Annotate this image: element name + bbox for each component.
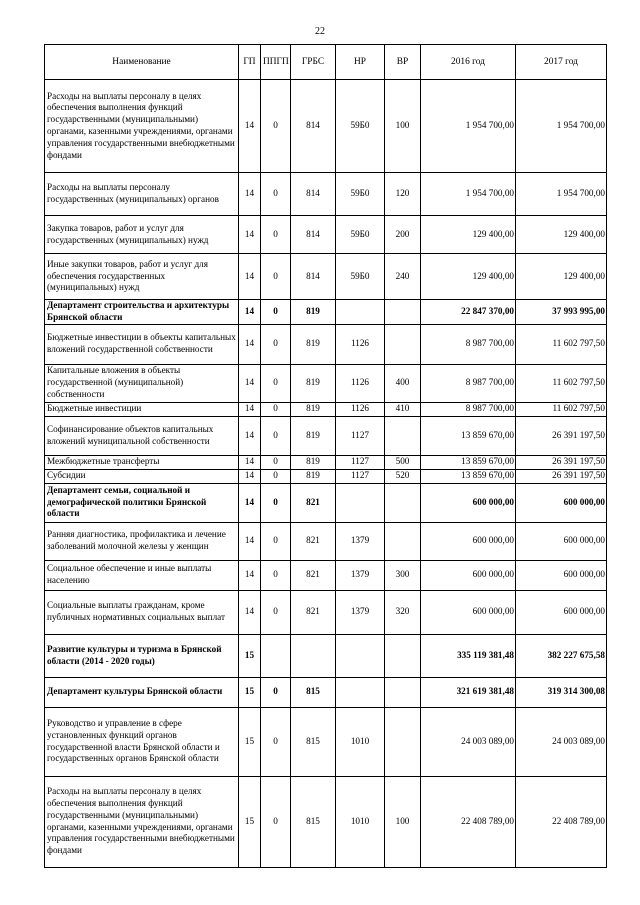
cell-gp: 15 <box>239 677 261 707</box>
cell-nr: 1126 <box>336 324 385 364</box>
cell-name: Социальные выплаты гражданам, кроме публичных нормативных социальных выплат <box>45 590 239 634</box>
cell-grbs: 814 <box>291 254 336 300</box>
cell-2017: 319 314 300,08 <box>516 677 607 707</box>
cell-ppgp: 0 <box>261 522 291 560</box>
table-row <box>45 173 607 216</box>
cell-vr: 300 <box>385 560 421 590</box>
cell-name: Руководство и управление в сфере установленных функций органов государственной власти Брянской области и государственных органов Брянской области <box>45 707 239 776</box>
cell-gp: 14 <box>239 483 261 522</box>
budget-table <box>44 44 607 868</box>
cell-vr <box>385 522 421 560</box>
cell-name: Ранняя диагностика, профилактика и лечение заболеваний молочной железы у женщин <box>45 522 239 560</box>
cell-gp: 15 <box>239 634 261 677</box>
cell-nr: 59Б0 <box>336 216 385 254</box>
cell-2017: 24 003 089,00 <box>516 707 607 776</box>
header-ppgp: ППГП <box>261 45 291 80</box>
cell-grbs: 821 <box>291 483 336 522</box>
cell-nr: 1379 <box>336 560 385 590</box>
cell-2016: 8 987 700,00 <box>421 324 516 364</box>
cell-gp: 14 <box>239 254 261 300</box>
cell-2017: 11 602 797,50 <box>516 324 607 364</box>
cell-ppgp: 0 <box>261 455 291 469</box>
table-row <box>45 254 607 300</box>
cell-2017: 129 400,00 <box>516 254 607 300</box>
cell-nr: 1127 <box>336 416 385 455</box>
cell-name: Софинансирование объектов капитальных вложений муниципальной собственности <box>45 416 239 455</box>
cell-2016: 22 408 789,00 <box>421 776 516 867</box>
cell-2017: 22 408 789,00 <box>516 776 607 867</box>
cell-ppgp: 0 <box>261 364 291 402</box>
cell-gp: 14 <box>239 80 261 173</box>
cell-2017: 26 391 197,50 <box>516 416 607 455</box>
cell-grbs: 814 <box>291 80 336 173</box>
cell-vr: 520 <box>385 469 421 483</box>
cell-nr: 1126 <box>336 402 385 416</box>
cell-nr: 1379 <box>336 590 385 634</box>
cell-2016: 24 003 089,00 <box>421 707 516 776</box>
cell-name: Расходы на выплаты персоналу в целях обеспечения выполнения функций государственными (муниципальными) органами, казенными учреждениями, органами управления государственными внебюджетными фондами <box>45 80 239 173</box>
cell-nr: 1010 <box>336 707 385 776</box>
cell-gp: 14 <box>239 560 261 590</box>
cell-grbs: 819 <box>291 300 336 325</box>
cell-name: Субсидии <box>45 469 239 483</box>
cell-grbs: 814 <box>291 216 336 254</box>
cell-vr: 200 <box>385 216 421 254</box>
table-row <box>45 402 607 416</box>
cell-grbs: 821 <box>291 560 336 590</box>
table-row <box>45 590 607 634</box>
cell-nr: 59Б0 <box>336 254 385 300</box>
cell-grbs: 819 <box>291 416 336 455</box>
page-number: 22 <box>315 26 325 37</box>
header-gp: ГП <box>239 45 261 80</box>
header-2017: 2017 год <box>516 45 607 80</box>
header-nr: НР <box>336 45 385 80</box>
header-row <box>45 45 607 80</box>
cell-nr <box>336 300 385 325</box>
cell-2016: 8 987 700,00 <box>421 402 516 416</box>
cell-vr <box>385 707 421 776</box>
cell-vr <box>385 300 421 325</box>
cell-2017: 37 993 995,00 <box>516 300 607 325</box>
cell-name: Капитальные вложения в объекты государственной (муниципальной) собственности <box>45 364 239 402</box>
cell-2016: 129 400,00 <box>421 254 516 300</box>
cell-name: Бюджетные инвестиции в объекты капитальных вложений государственной собственности <box>45 324 239 364</box>
cell-nr <box>336 483 385 522</box>
cell-vr <box>385 677 421 707</box>
table-row <box>45 634 607 677</box>
table-row <box>45 80 607 173</box>
cell-2016: 13 859 670,00 <box>421 416 516 455</box>
cell-ppgp: 0 <box>261 483 291 522</box>
cell-2016: 600 000,00 <box>421 590 516 634</box>
cell-ppgp: 0 <box>261 173 291 216</box>
cell-vr: 500 <box>385 455 421 469</box>
cell-vr <box>385 324 421 364</box>
cell-2016: 1 954 700,00 <box>421 80 516 173</box>
cell-ppgp: 0 <box>261 324 291 364</box>
cell-nr: 59Б0 <box>336 80 385 173</box>
cell-gp: 14 <box>239 455 261 469</box>
cell-grbs: 821 <box>291 590 336 634</box>
cell-grbs: 815 <box>291 776 336 867</box>
cell-ppgp: 0 <box>261 216 291 254</box>
cell-2017: 600 000,00 <box>516 522 607 560</box>
cell-name: Департамент культуры Брянской области <box>45 677 239 707</box>
cell-2016: 600 000,00 <box>421 522 516 560</box>
cell-2016: 22 847 370,00 <box>421 300 516 325</box>
cell-grbs: 821 <box>291 522 336 560</box>
table-row <box>45 522 607 560</box>
cell-ppgp: 0 <box>261 300 291 325</box>
table-row <box>45 560 607 590</box>
cell-gp: 14 <box>239 216 261 254</box>
cell-gp: 14 <box>239 324 261 364</box>
table-row <box>45 483 607 522</box>
table-row <box>45 364 607 402</box>
cell-name: Департамент семьи, социальной и демографической политики Брянской области <box>45 483 239 522</box>
cell-gp: 14 <box>239 522 261 560</box>
cell-ppgp: 0 <box>261 677 291 707</box>
cell-ppgp: 0 <box>261 80 291 173</box>
table-row <box>45 707 607 776</box>
cell-grbs: 819 <box>291 455 336 469</box>
cell-grbs: 819 <box>291 364 336 402</box>
cell-nr: 59Б0 <box>336 173 385 216</box>
cell-nr: 1010 <box>336 776 385 867</box>
cell-vr <box>385 416 421 455</box>
cell-gp: 14 <box>239 364 261 402</box>
cell-gp: 14 <box>239 173 261 216</box>
cell-gp: 14 <box>239 300 261 325</box>
cell-gp: 14 <box>239 416 261 455</box>
cell-2017: 382 227 675,58 <box>516 634 607 677</box>
table-body <box>45 80 607 868</box>
cell-ppgp: 0 <box>261 254 291 300</box>
cell-ppgp: 0 <box>261 402 291 416</box>
cell-vr <box>385 483 421 522</box>
cell-nr: 1127 <box>336 455 385 469</box>
table-row <box>45 677 607 707</box>
header-vr: ВР <box>385 45 421 80</box>
table-row <box>45 324 607 364</box>
header-name: Наименование <box>45 45 239 80</box>
cell-2016: 8 987 700,00 <box>421 364 516 402</box>
cell-2017: 1 954 700,00 <box>516 173 607 216</box>
cell-2017: 26 391 197,50 <box>516 455 607 469</box>
cell-2016: 129 400,00 <box>421 216 516 254</box>
cell-gp: 14 <box>239 469 261 483</box>
cell-nr <box>336 677 385 707</box>
cell-name: Межбюджетные трансферты <box>45 455 239 469</box>
cell-name: Расходы на выплаты персоналу в целях обеспечения выполнения функций государственными (муниципальными) органами, казенными учреждениями, органами управления государственными внебюджетными фондами <box>45 776 239 867</box>
cell-grbs: 819 <box>291 324 336 364</box>
cell-vr: 100 <box>385 80 421 173</box>
cell-vr: 410 <box>385 402 421 416</box>
header-grbs: ГРБС <box>291 45 336 80</box>
cell-name: Департамент строительства и архитектуры Брянской области <box>45 300 239 325</box>
cell-2017: 26 391 197,50 <box>516 469 607 483</box>
cell-grbs: 815 <box>291 707 336 776</box>
table-row <box>45 776 607 867</box>
cell-name: Развитие культуры и туризма в Брянской области (2014 - 2020 годы) <box>45 634 239 677</box>
cell-nr <box>336 634 385 677</box>
cell-ppgp: 0 <box>261 707 291 776</box>
cell-2016: 335 119 381,48 <box>421 634 516 677</box>
cell-gp: 14 <box>239 590 261 634</box>
cell-name: Иные закупки товаров, работ и услуг для обеспечения государственных (муниципальных) нужд <box>45 254 239 300</box>
cell-ppgp: 0 <box>261 560 291 590</box>
cell-2016: 321 619 381,48 <box>421 677 516 707</box>
cell-2016: 1 954 700,00 <box>421 173 516 216</box>
cell-vr: 100 <box>385 776 421 867</box>
cell-grbs: 814 <box>291 173 336 216</box>
cell-grbs: 815 <box>291 677 336 707</box>
cell-2017: 11 602 797,50 <box>516 364 607 402</box>
cell-grbs: 819 <box>291 469 336 483</box>
cell-nr: 1126 <box>336 364 385 402</box>
cell-name: Социальное обеспечение и иные выплаты населению <box>45 560 239 590</box>
cell-2016: 600 000,00 <box>421 560 516 590</box>
table-row <box>45 416 607 455</box>
cell-name: Бюджетные инвестиции <box>45 402 239 416</box>
cell-ppgp <box>261 634 291 677</box>
cell-grbs <box>291 634 336 677</box>
header-2016: 2016 год <box>421 45 516 80</box>
cell-2016: 600 000,00 <box>421 483 516 522</box>
cell-2017: 600 000,00 <box>516 590 607 634</box>
cell-2016: 13 859 670,00 <box>421 455 516 469</box>
cell-vr: 240 <box>385 254 421 300</box>
cell-2017: 600 000,00 <box>516 560 607 590</box>
cell-gp: 15 <box>239 776 261 867</box>
cell-name: Расходы на выплаты персоналу государственных (муниципальных) органов <box>45 173 239 216</box>
cell-2017: 1 954 700,00 <box>516 80 607 173</box>
cell-name: Закупка товаров, работ и услуг для государственных (муниципальных) нужд <box>45 216 239 254</box>
cell-nr: 1379 <box>336 522 385 560</box>
cell-vr: 400 <box>385 364 421 402</box>
table-row <box>45 469 607 483</box>
cell-2017: 129 400,00 <box>516 216 607 254</box>
cell-nr: 1127 <box>336 469 385 483</box>
cell-vr <box>385 634 421 677</box>
cell-ppgp: 0 <box>261 590 291 634</box>
cell-2016: 13 859 670,00 <box>421 469 516 483</box>
table-row <box>45 455 607 469</box>
cell-ppgp: 0 <box>261 469 291 483</box>
table-row <box>45 300 607 325</box>
cell-2017: 11 602 797,50 <box>516 402 607 416</box>
cell-2017: 600 000,00 <box>516 483 607 522</box>
cell-ppgp: 0 <box>261 776 291 867</box>
cell-grbs: 819 <box>291 402 336 416</box>
cell-gp: 15 <box>239 707 261 776</box>
cell-ppgp: 0 <box>261 416 291 455</box>
cell-vr: 320 <box>385 590 421 634</box>
cell-gp: 14 <box>239 402 261 416</box>
table-row <box>45 216 607 254</box>
cell-vr: 120 <box>385 173 421 216</box>
